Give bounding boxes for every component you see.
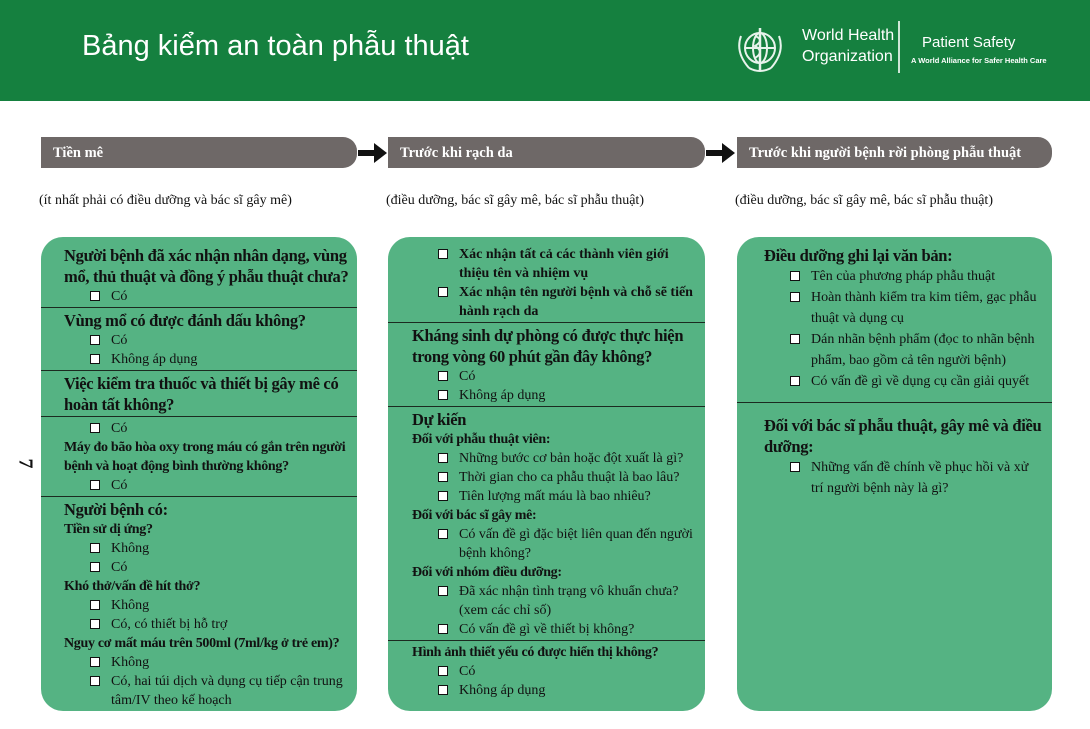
checklist-item-label: Xác nhận tên người bệnh và chỗ sẽ tiến hành rạch da bbox=[459, 285, 693, 319]
checkbox[interactable] bbox=[438, 685, 448, 695]
checklist-item bbox=[41, 672, 349, 710]
checklist-item bbox=[388, 582, 697, 620]
logo-divider bbox=[898, 21, 900, 73]
section-subheading: Tiền sử dị ứng? bbox=[64, 522, 153, 537]
section-heading: Việc kiểm tra thuốc và thiết bị gây mê có hoàn tất không? bbox=[64, 374, 339, 414]
checklist-item bbox=[41, 615, 349, 634]
checkbox[interactable] bbox=[438, 529, 448, 539]
checklist-item-label: Có vấn đề gì đặc biệt liên quan đến người bệnh không? bbox=[459, 527, 693, 561]
checklist-item-label: Có vấn đề gì về thiết bị không? bbox=[459, 622, 635, 637]
checkbox[interactable] bbox=[438, 491, 448, 501]
checklist-section bbox=[41, 416, 357, 496]
checklist-item-label: Có bbox=[111, 560, 128, 575]
section-heading: Đối với bác sĩ phẫu thuật, gây mê và điều dưỡng: bbox=[764, 416, 1042, 456]
checklist-item bbox=[737, 287, 1044, 329]
checkbox[interactable] bbox=[438, 586, 448, 596]
checklist-section bbox=[41, 496, 357, 711]
arrow-right-icon bbox=[358, 142, 388, 164]
checkbox[interactable] bbox=[438, 249, 448, 259]
checkbox[interactable] bbox=[438, 371, 448, 381]
checklist-panel-before-incision bbox=[388, 237, 705, 711]
checklist-item-label: Không bbox=[111, 598, 150, 613]
section-subheading: Đối với phẫu thuật viên: bbox=[412, 432, 551, 447]
checklist-section bbox=[41, 307, 357, 370]
phase-bar-pre-anaesthesia: Tiền mê bbox=[41, 137, 357, 168]
checkbox[interactable] bbox=[438, 666, 448, 676]
checklist-item-label: Có, có thiết bị hỗ trợ bbox=[111, 617, 228, 632]
checkbox[interactable] bbox=[90, 291, 100, 301]
phase-participants: (điều dưỡng, bác sĩ gây mê, bác sĩ phẫu thuật) bbox=[735, 193, 993, 208]
checklist-item bbox=[388, 367, 697, 386]
checklist-item bbox=[388, 662, 697, 681]
checklist-item bbox=[41, 653, 349, 672]
checklist-item-label: Không bbox=[111, 541, 150, 556]
program-tagline: A World Alliance for Safer Health Care bbox=[911, 56, 1047, 65]
checkbox[interactable] bbox=[90, 335, 100, 345]
checklist-item bbox=[388, 283, 697, 321]
checkbox[interactable] bbox=[90, 600, 100, 610]
checkbox[interactable] bbox=[438, 390, 448, 400]
checklist-section bbox=[388, 243, 705, 322]
checklist-panel-pre-anaesthesia bbox=[41, 237, 357, 711]
checklist-section bbox=[388, 640, 705, 701]
arrow-right-icon bbox=[706, 142, 736, 164]
program-name: Patient Safety bbox=[922, 34, 1016, 51]
checklist-item-label: Những bước cơ bản hoặc đột xuất là gì? bbox=[459, 451, 684, 466]
who-emblem-icon bbox=[731, 22, 789, 78]
checklist-item bbox=[388, 525, 697, 563]
checklist-item-label: Không áp dụng bbox=[459, 388, 546, 403]
checkbox[interactable] bbox=[90, 354, 100, 364]
who-name bbox=[802, 25, 894, 67]
checklist-section bbox=[388, 322, 705, 406]
checkbox[interactable] bbox=[438, 624, 448, 634]
checklist-item bbox=[41, 558, 349, 577]
checklist-item bbox=[41, 287, 349, 306]
checklist-item bbox=[388, 620, 697, 639]
checklist-item-label: Tiên lượng mất máu là bao nhiêu? bbox=[459, 489, 651, 504]
section-subheading: Đối với bác sĩ gây mê: bbox=[412, 508, 537, 523]
checklist-item bbox=[41, 476, 349, 495]
section-heading: Dự kiến bbox=[412, 410, 467, 429]
phase-bar-before-incision: Trước khi rạch da bbox=[388, 137, 705, 168]
checklist-item-label: Dán nhãn bệnh phẩm (đọc to nhãn bệnh phẩm, bao gồm cả tên người bệnh) bbox=[811, 332, 1035, 368]
phase-participants: (điều dưỡng, bác sĩ gây mê, bác sĩ phẫu thuật) bbox=[386, 193, 644, 208]
header-banner bbox=[0, 0, 1090, 101]
checklist-item bbox=[737, 266, 1044, 287]
checklist-item-label: Có bbox=[111, 333, 128, 348]
checklist-item bbox=[737, 457, 1044, 499]
checkbox[interactable] bbox=[90, 676, 100, 686]
checklist-item-label: Có bbox=[111, 289, 128, 304]
checklist-item bbox=[388, 245, 697, 283]
checklist-item bbox=[41, 539, 349, 558]
checklist-item bbox=[737, 371, 1044, 392]
checklist-item-label: Có bbox=[111, 478, 128, 493]
checkbox[interactable] bbox=[90, 423, 100, 433]
section-heading: Kháng sinh dự phòng có được thực hiện trong vòng 60 phút gần đây không? bbox=[412, 326, 684, 366]
checklist-item bbox=[737, 329, 1044, 371]
checklist-item-label: Những vấn đề chính về phục hồi và xử trí người bệnh này là gì? bbox=[811, 460, 1029, 496]
checklist-item-label: Xác nhận tất cả các thành viên giới thiệu tên và nhiệm vụ bbox=[459, 247, 669, 281]
section-heading: Điều dưỡng ghi lại văn bản: bbox=[764, 246, 953, 265]
checklist-item-label: Có vấn đề gì về dụng cụ cần giải quyết bbox=[811, 374, 1030, 389]
checkbox[interactable] bbox=[90, 657, 100, 667]
checklist-item bbox=[388, 449, 697, 468]
checklist-item-label: Hoàn thành kiểm tra kim tiêm, gạc phẫu thuật và dụng cụ bbox=[811, 290, 1037, 326]
checklist-item-label: Thời gian cho ca phẫu thuật là bao lâu? bbox=[459, 470, 680, 485]
checkbox[interactable] bbox=[438, 453, 448, 463]
checklist-section bbox=[41, 243, 357, 307]
section-heading: Vùng mổ có được đánh dấu không? bbox=[64, 311, 306, 330]
section-heading: Người bệnh đã xác nhận nhân dạng, vùng mổ, thủ thuật và đồng ý phẫu thuật chưa? bbox=[64, 246, 349, 286]
checkbox[interactable] bbox=[438, 472, 448, 482]
checklist-item-label: Đã xác nhận tình trạng vô khuẩn chưa? (xem các chỉ số) bbox=[459, 584, 679, 618]
checkbox[interactable] bbox=[790, 462, 800, 472]
section-heading: Người bệnh có: bbox=[64, 500, 168, 519]
checklist-item-label: Không áp dụng bbox=[459, 683, 546, 698]
section-subheading: Khó thở/vấn đề hít thở? bbox=[64, 579, 201, 594]
checkbox[interactable] bbox=[790, 334, 800, 344]
checklist-item-label: Có, hai túi dịch và dụng cụ tiếp cận trung tâm/IV theo kế hoạch bbox=[111, 674, 343, 708]
checkbox[interactable] bbox=[438, 287, 448, 297]
checklist-item bbox=[388, 468, 697, 487]
checklist-item bbox=[388, 681, 697, 700]
checklist-item-label: Có bbox=[459, 664, 476, 679]
checkbox[interactable] bbox=[90, 562, 100, 572]
phase-participants: (ít nhất phải có điều dưỡng và bác sĩ gây mê) bbox=[39, 193, 292, 208]
checkbox[interactable] bbox=[90, 543, 100, 553]
checkbox[interactable] bbox=[790, 271, 800, 281]
section-subheading: Hình ảnh thiết yếu có được hiển thị không? bbox=[412, 645, 659, 660]
section-subheading: Máy đo bão hòa oxy trong máu có gắn trên người bệnh và hoạt động bình thường không? bbox=[64, 440, 346, 474]
checklist-item-label: Có bbox=[459, 369, 476, 384]
checklist-panel-before-leaving bbox=[737, 237, 1052, 711]
checkbox[interactable] bbox=[90, 619, 100, 629]
checklist-item bbox=[388, 386, 697, 405]
checklist-item bbox=[41, 331, 349, 350]
checklist-section bbox=[41, 370, 357, 416]
checklist-section bbox=[388, 406, 705, 640]
checklist-item-label: Tên của phương pháp phẫu thuật bbox=[811, 269, 996, 284]
checklist-section bbox=[737, 243, 1052, 402]
checklist-item-label: Không bbox=[111, 655, 150, 670]
section-subheading: Nguy cơ mất máu trên 500ml (7ml/kg ở trẻ em)? bbox=[64, 636, 340, 651]
checklist-section bbox=[737, 402, 1052, 500]
checklist-item bbox=[41, 419, 349, 438]
page-marker: 7 bbox=[14, 458, 37, 469]
section-subheading: Đối với nhóm điều dưỡng: bbox=[412, 565, 562, 580]
checklist-item-label: Có bbox=[111, 421, 128, 436]
org-line-2: Organization bbox=[802, 48, 893, 65]
checklist-item bbox=[41, 596, 349, 615]
org-line-1: World Health bbox=[802, 27, 895, 44]
checklist-item bbox=[388, 487, 697, 506]
checklist-item bbox=[41, 350, 349, 369]
checkbox[interactable] bbox=[790, 292, 800, 302]
phase-bar-before-leaving: Trước khi người bệnh rời phòng phẫu thuật bbox=[737, 137, 1052, 168]
checkbox[interactable] bbox=[90, 480, 100, 490]
page-title: Bảng kiểm an toàn phẫu thuật bbox=[82, 30, 469, 62]
checklist-item-label: Không áp dụng bbox=[111, 352, 198, 367]
checkbox[interactable] bbox=[790, 376, 800, 386]
